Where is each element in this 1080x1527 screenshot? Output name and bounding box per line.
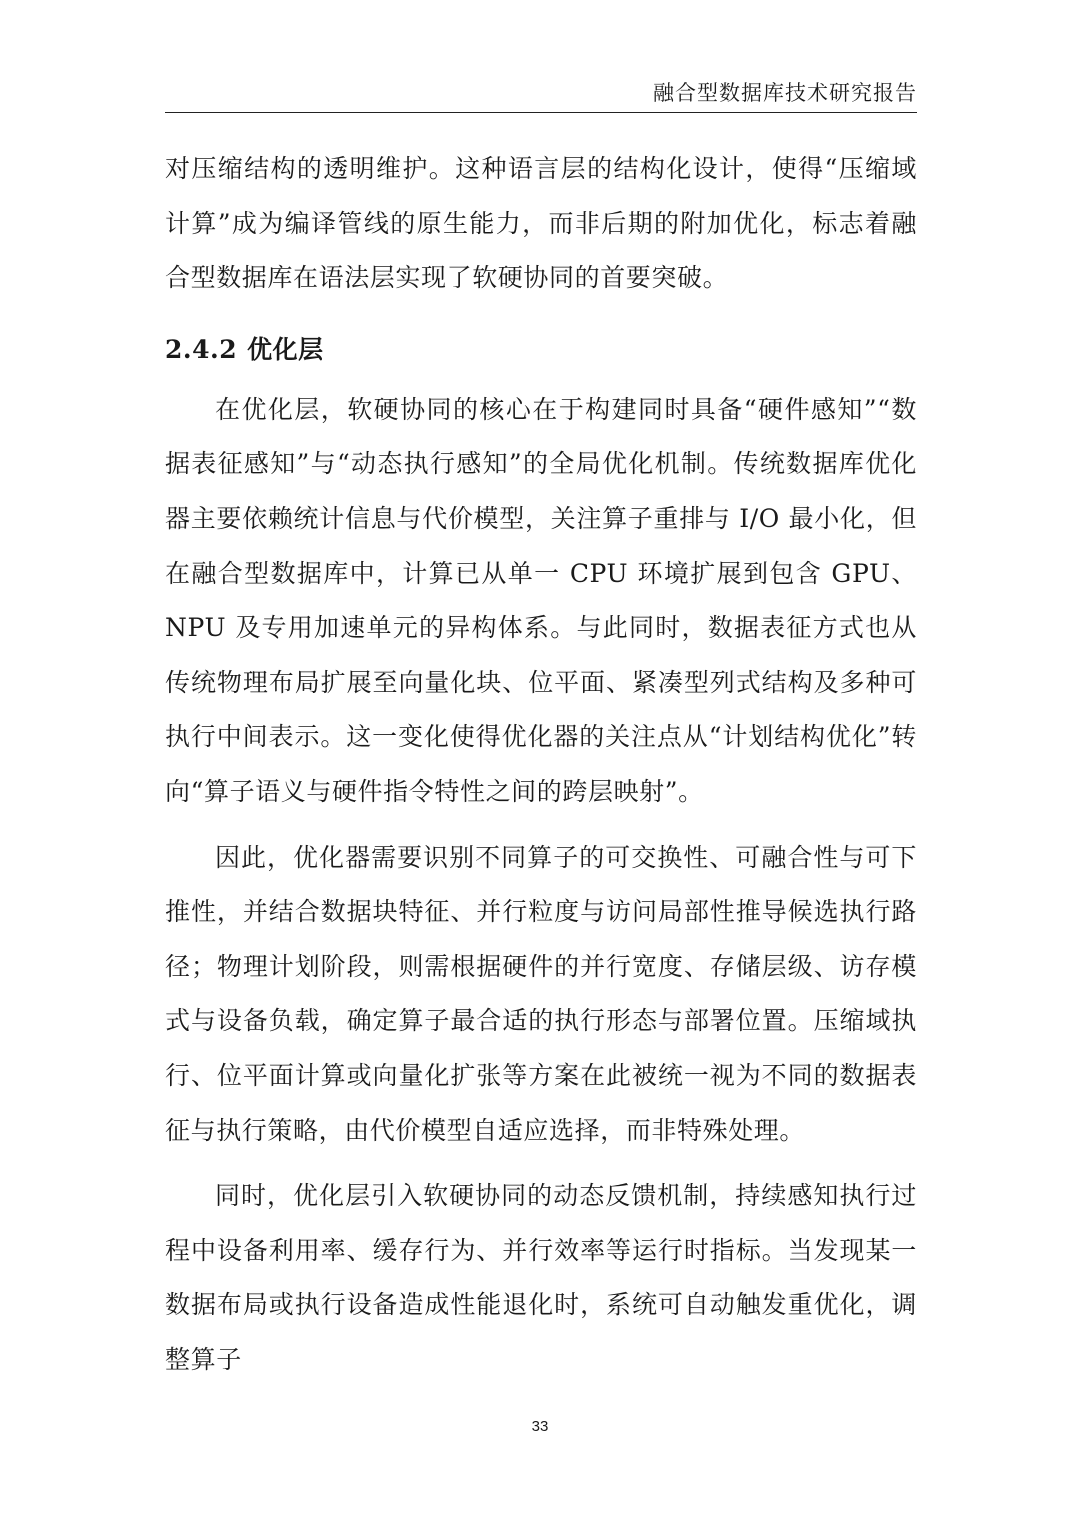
spacer bbox=[165, 820, 917, 831]
spacer bbox=[165, 1158, 917, 1169]
page-body bbox=[165, 142, 917, 1387]
spacer bbox=[165, 306, 917, 317]
header-rule bbox=[165, 112, 917, 113]
section-number: 2.4.2 bbox=[165, 334, 238, 364]
paragraph: 同时，优化层引入软硬协同的动态反馈机制，持续感知执行过程中设备利用率、缓存行为、并行效率等运行时指标。当发现某一数据布局或执行设备造成性能退化时，系统可自动触发重优化，调整算子 bbox=[165, 1181, 917, 1374]
running-header: 融合型数据库技术研究报告 bbox=[653, 81, 917, 105]
page-number: 33 bbox=[531, 1418, 549, 1435]
paragraph: 因此，优化器需要识别不同算子的可交换性、可融合性与可下推性，并结合数据块特征、并行粒度与访问局部性推导候选执行路径；物理计划阶段，则需根据硬件的并行宽度、存储层级、访存模式与设备负载，确定算子最合适的执行形态与部署位置。压缩域执行、位平面计算或向量化扩张等方案在此被统一视为不同的数据表征与执行策略，由代价模型自适应选择，而非特殊处理。 bbox=[165, 842, 917, 1145]
section-title: 优化层 bbox=[247, 334, 324, 364]
section-heading bbox=[165, 317, 917, 383]
paragraph-continued: 对压缩结构的透明维护。这种语言层的结构化设计，使得“压缩域计算”成为编译管线的原生能力，而非后期的附加优化，标志着融合型数据库在语法层实现了软硬协同的首要突破。 bbox=[165, 154, 917, 293]
paragraph: 在优化层，软硬协同的核心在于构建同时具备“硬件感知”“数据表征感知”与“动态执行感知”的全局优化机制。传统数据库优化器主要依赖统计信息与代价模型，关注算子重排与 I/O 最小化，但在融合型数据库中，计算已从单一 CPU 环境扩展到包含 GPU、NPU 及专用加速单元的异构体系。与此同时，数据表征方式也从传统物理布局扩展至向量化块、位平面、紧凑型列式结构及多种可执行中间表示。这一变化使得优化器的关注点从“计划结构优化”转向“算子语义与硬件指令特性之间的跨层映射”。 bbox=[165, 394, 917, 806]
